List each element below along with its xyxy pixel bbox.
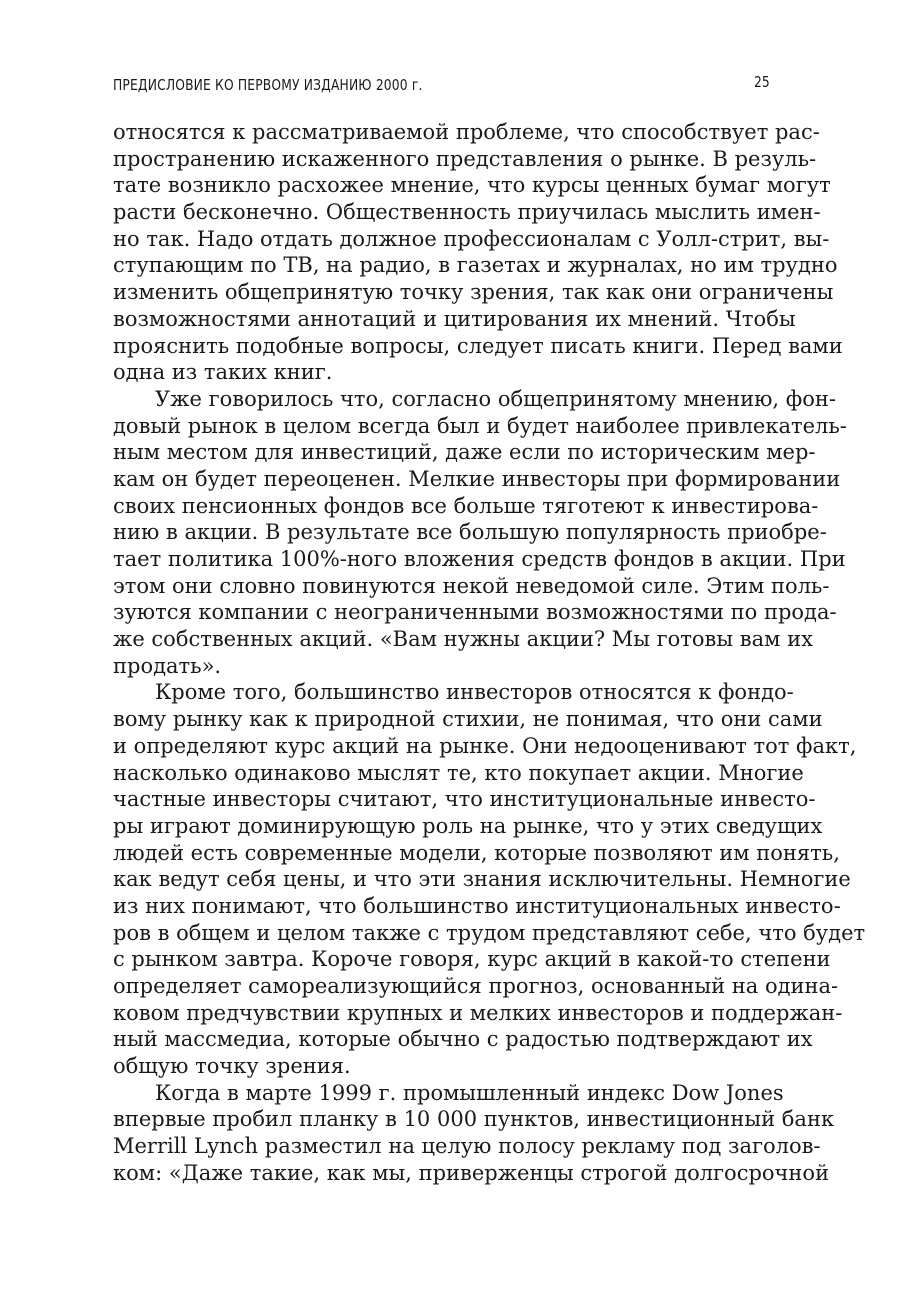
paragraph xyxy=(113,119,843,386)
text-line: и определяют курс акций на рынке. Они недооценивают тот факт, xyxy=(113,733,857,758)
paragraph xyxy=(113,386,847,680)
text-line: Когда в марте 1999 г. промышленный индекс Dow Jones xyxy=(155,1080,784,1105)
text-line: прояснить подобные вопросы, следует писать книги. Перед вами xyxy=(113,333,843,358)
text-line: возможностями аннотаций и цитирования их мнений. Чтобы xyxy=(113,306,796,331)
text-line: общую точку зрения. xyxy=(113,1054,351,1079)
text-line: продать». xyxy=(113,653,222,678)
text-line: нию в акции. В результате все большую популярность приобре- xyxy=(113,520,827,545)
text-line: расти бесконечно. Общественность приучилась мыслить имен- xyxy=(113,200,821,225)
text-line: впервые пробил планку в 10 000 пунктов, инвестиционный банк xyxy=(113,1107,835,1132)
paragraph xyxy=(113,679,866,1079)
text-line: ный массмедиа, которые обычно с радостью подтверждают их xyxy=(113,1027,813,1052)
text-line: довый рынок в целом всегда был и будет наиболее привлекатель- xyxy=(113,413,847,438)
text-line: тате возникло расхожее мнение, что курсы ценных бумаг могут xyxy=(113,173,831,198)
body-text xyxy=(113,119,866,1187)
text-line: тает политика 100%-ного вложения средств фондов в акции. При xyxy=(113,547,846,571)
text-line: определяет самореализующийся прогноз, основанный на одина- xyxy=(113,974,839,998)
page-number: 25 xyxy=(754,73,770,91)
text-line: ком: «Даже такие, как мы, приверженцы строгой долгосрочной xyxy=(113,1160,830,1185)
text-line: как ведут себя цены, и что эти знания исключительны. Немногие xyxy=(113,867,851,892)
text-line: но так. Надо отдать должное профессионалам с Уолл-стрит, вы- xyxy=(113,226,830,251)
text-line: Кроме того, большинство инвесторов относятся к фондо- xyxy=(155,680,794,705)
text-line: своих пенсионных фондов все больше тяготеют к инвестирова- xyxy=(113,493,819,518)
text-line: зуются компании с неограниченными возможностями по прода- xyxy=(113,600,837,625)
text-line: людей есть современные модели, которые позволяют им понять, xyxy=(113,840,840,865)
text-line: ров в общем и целом также с трудом представляют себе, что будет xyxy=(113,920,866,945)
text-line: ным местом для инвестиций, даже если по историческим мер- xyxy=(113,440,816,465)
text-line: из них понимают, что большинство институциональных инвесто- xyxy=(113,893,841,918)
text-line: относятся к рассматриваемой проблеме, что способствует рас- xyxy=(113,120,820,144)
text-line: одна из таких книг. xyxy=(113,360,333,385)
text-line: ковом предчувствии крупных и мелких инвесторов и поддержан- xyxy=(113,1000,843,1025)
text-line: этом они словно повинуются некой неведомой силе. Этим поль- xyxy=(113,573,830,598)
paragraph xyxy=(113,1080,835,1187)
text-line: изменить общепринятую точку зрения, так как они ограничены xyxy=(113,280,834,305)
text-line: ступающим по ТВ, на радио, в газетах и журналах, но им трудно xyxy=(113,253,838,278)
text-line: частные инвесторы считают, что институциональные инвесто- xyxy=(113,787,816,812)
text-line: кам он будет переоценен. Мелкие инвесторы при формировании xyxy=(113,466,841,491)
text-line: с рынком завтра. Короче говоря, курс акций в какой-то степени xyxy=(113,947,831,972)
text-line: вому рынку как к природной стихии, не понимая, что они сами xyxy=(113,707,823,732)
text-line: ры играют доминирующую роль на рынке, что у этих сведущих xyxy=(113,813,823,838)
text-line: насколько одинаково мыслят те, кто покупает акции. Многие xyxy=(113,760,804,785)
text-line: же собственных акций. «Вам нужны акции? Мы готовы вам их xyxy=(113,627,813,652)
text-line: Merrill Lynch разместил на целую полосу рекламу под заголов- xyxy=(113,1134,821,1159)
text-line: пространению искаженного представления о рынке. В резуль- xyxy=(113,146,817,171)
running-head: ПРЕДИСЛОВИЕ КО ПЕРВОМУ ИЗДАНИЮ 2000 г. xyxy=(113,76,423,94)
text-line: Уже говорилось что, согласно общепринятому мнению, фон- xyxy=(155,386,836,411)
